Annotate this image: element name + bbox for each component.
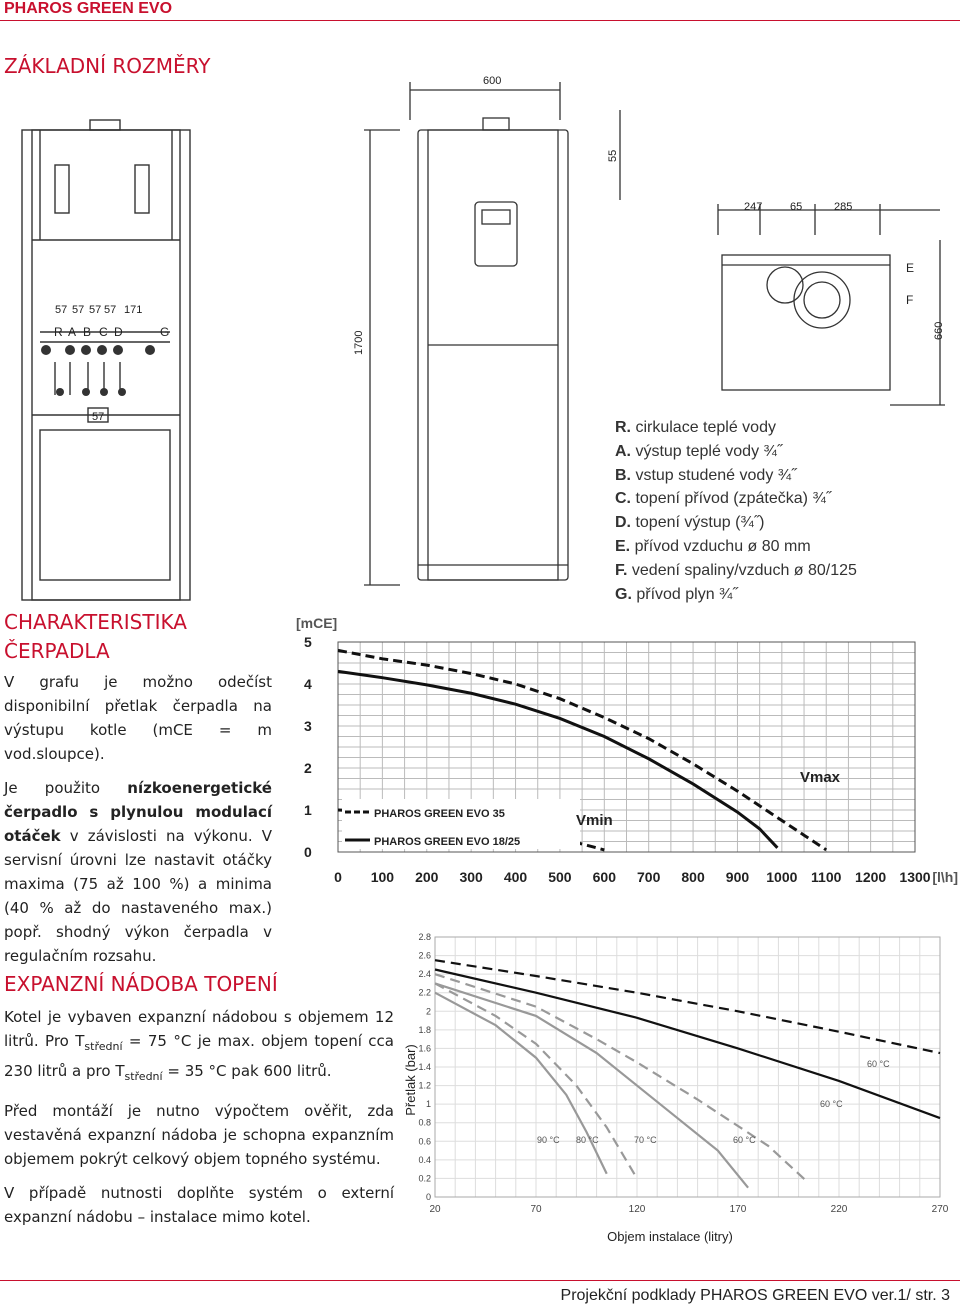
dim-65: 65 bbox=[790, 201, 803, 213]
y-tick-label: 2 bbox=[425, 1006, 431, 1017]
expansion-chart bbox=[395, 925, 960, 1250]
footer-rule bbox=[0, 1280, 960, 1281]
pump-paragraph-2: Je použito nízkoenergetické čerpadlo s plynulou modulací otáček v závislosti na výkonu. V servisní úrovni lze nastavit otáčky maxima (75 až 100 %) a minima (40 % až do nastaveného max.) popř. shodný výkon čerpadla v regulačním rozsahu. bbox=[4, 779, 272, 965]
dimensions-title: ZÁKLADNÍ ROZMĚRY bbox=[4, 54, 211, 78]
dim-57-e: 57 bbox=[92, 411, 105, 423]
y-tick-label: 2.6 bbox=[418, 950, 431, 961]
x-tick-label: 1300 bbox=[899, 869, 931, 885]
expansion-title: EXPANZNÍ NÁDOBA TOPENÍ bbox=[4, 972, 278, 996]
pump-text bbox=[4, 670, 272, 968]
y-tick-label: 0.4 bbox=[418, 1154, 431, 1165]
x-tick-label: 120 bbox=[628, 1204, 646, 1215]
curve-annotation: 70 °C bbox=[634, 1135, 657, 1145]
conn-letter-b: B bbox=[83, 325, 92, 339]
footer-text: Projekční podklady PHAROS GREEN EVO ver.1/ str. 3 bbox=[560, 1287, 950, 1304]
pump-chart bbox=[290, 612, 960, 897]
side-label-f: F bbox=[906, 293, 914, 307]
dim-57-c: 57 bbox=[89, 304, 102, 316]
y-tick-label: 2.4 bbox=[418, 969, 431, 980]
x-tick-label: 1200 bbox=[855, 869, 887, 885]
front-view-drawing bbox=[0, 110, 200, 610]
legend-item-r: R. cirkulace teplé vody bbox=[615, 419, 776, 436]
y-tick-label: 1 bbox=[304, 802, 312, 818]
x-tick-label: 900 bbox=[725, 869, 750, 885]
dim-171: 171 bbox=[124, 304, 143, 316]
y-tick-label: 1.6 bbox=[418, 1043, 431, 1054]
annotation-vmax: Vmax bbox=[800, 769, 841, 786]
dim-57-d: 57 bbox=[104, 304, 117, 316]
legend-item-a: A. výstup teplé vody ¾˝ bbox=[615, 442, 783, 460]
y-tick-label: 1.8 bbox=[418, 1024, 431, 1035]
y-tick-label: 0.8 bbox=[418, 1117, 431, 1128]
x-tick-label: 70 bbox=[530, 1204, 542, 1215]
connection-legend bbox=[615, 416, 955, 606]
legend-item-b: B. vstup studené vody ¾˝ bbox=[615, 466, 797, 484]
x-tick-label: 270 bbox=[931, 1204, 949, 1215]
expansion-text bbox=[4, 1005, 394, 1229]
pump-title-line1: CHARAKTERISTIKA bbox=[4, 610, 187, 634]
curve-annotation: 60 °C bbox=[867, 1059, 890, 1069]
y-tick-label: 2.8 bbox=[418, 932, 431, 942]
y-tick-label: 3 bbox=[304, 718, 312, 734]
x-tick-label: 1000 bbox=[766, 869, 798, 885]
expansion-paragraph-3: V případě nutnosti doplňte systém o externí expanzní nádobu – instalace mimo kotel. bbox=[4, 1184, 394, 1226]
dim-285: 285 bbox=[834, 201, 853, 213]
y-tick-label: 1 bbox=[425, 1099, 431, 1110]
y-tick-label: 0 bbox=[425, 1192, 431, 1202]
y-axis-label: Přetlak (bar) bbox=[403, 1044, 418, 1116]
y-tick-label: 2 bbox=[304, 760, 312, 776]
legend-label: PHAROS GREEN EVO 18/25 bbox=[374, 836, 521, 848]
legend-item-d: D. topení výstup (¾˝) bbox=[615, 514, 765, 532]
y-tick-label: 4 bbox=[304, 676, 312, 692]
x-axis-label: [l\h] bbox=[932, 869, 958, 885]
annotation-vmin: Vmin bbox=[576, 812, 613, 829]
conn-letter-c: C bbox=[99, 325, 108, 339]
y-tick-label: 0.2 bbox=[418, 1173, 431, 1184]
x-tick-label: 220 bbox=[830, 1204, 848, 1215]
x-tick-label: 300 bbox=[459, 869, 483, 885]
legend-label: PHAROS GREEN EVO 35 bbox=[374, 808, 505, 820]
x-tick-label: 700 bbox=[637, 869, 661, 885]
dim-247: 247 bbox=[744, 201, 763, 213]
dim-660: 660 bbox=[933, 321, 945, 340]
y-tick-label: 5 bbox=[304, 634, 312, 650]
x-tick-label: 170 bbox=[729, 1204, 747, 1215]
legend-item-g: G. přívod plyn ¾˝ bbox=[615, 585, 738, 603]
curve-annotation: 90 °C bbox=[537, 1135, 560, 1145]
y-tick-label: 1.4 bbox=[418, 1062, 431, 1072]
conn-letter-g: G bbox=[160, 325, 170, 339]
x-tick-label: 1100 bbox=[811, 869, 842, 885]
y-tick-label: 1.2 bbox=[418, 1080, 431, 1091]
legend-item-f: F. vedení spaliny/vzduch ø 80/125 bbox=[615, 561, 857, 579]
dim-1700: 1700 bbox=[353, 330, 365, 355]
side-label-e: E bbox=[906, 261, 915, 275]
dim-55: 55 bbox=[607, 149, 619, 162]
curve-annotation: 80 °C bbox=[576, 1135, 599, 1145]
x-tick-label: 800 bbox=[681, 869, 705, 885]
legend-item-c: C. topení přívod (zpátečka) ¾˝ bbox=[615, 490, 832, 508]
expansion-paragraph-1: Kotel je vybaven expanzní nádobou s objemem 12 litrů. Pro $T_{střední} = 75$ °C je max. objem topení cca 230 litrů a pro $T_{střední} = 35$ °C pak 600 litrů. bbox=[4, 1008, 394, 1083]
header-title: PHAROS GREEN EVO bbox=[4, 0, 173, 17]
boiler-drawing bbox=[350, 60, 600, 600]
curve-annotation: 60 °C bbox=[820, 1099, 843, 1109]
conn-letter-a: A bbox=[68, 325, 77, 339]
expansion-paragraph-2: Před montáží je nutno výpočtem ověřit, zda vestavěná expanzní nádoba je schopna expanzním objemem pokrýt celkový objem topného systému. bbox=[4, 1102, 394, 1168]
x-tick-label: 200 bbox=[415, 869, 439, 885]
pump-title-line2: ČERPADLA bbox=[4, 639, 110, 663]
x-tick-label: 400 bbox=[503, 869, 528, 885]
series-line bbox=[435, 993, 607, 1174]
curve-annotation: 60 °C bbox=[733, 1135, 756, 1145]
x-tick-label: 600 bbox=[592, 869, 616, 885]
dim-57-a: 57 bbox=[55, 304, 68, 316]
dim-600: 600 bbox=[483, 75, 502, 87]
conn-letter-d: D bbox=[114, 325, 123, 339]
legend-item-e: E. přívod vzduchu ø 80 mm bbox=[615, 537, 811, 555]
conn-letter-r: R bbox=[54, 325, 63, 339]
y-axis-label: [mCE] bbox=[296, 615, 338, 631]
pump-paragraph-1: V grafu je možno odečíst disponibilní přetlak čerpadla na výstupu kotle (mCE = m vod.sloupce). bbox=[4, 673, 272, 763]
x-tick-label: 20 bbox=[429, 1204, 441, 1215]
x-tick-label: 100 bbox=[370, 869, 395, 885]
x-tick-label: 500 bbox=[548, 869, 572, 885]
y-tick-label: 2.2 bbox=[418, 987, 431, 998]
x-axis-label: Objem instalace (litry) bbox=[607, 1229, 733, 1244]
dim-57-b: 57 bbox=[72, 304, 85, 316]
y-tick-label: 0.6 bbox=[418, 1136, 431, 1147]
series-line bbox=[435, 970, 940, 1119]
side-view-drawing bbox=[600, 100, 960, 415]
y-tick-label: 0 bbox=[304, 844, 312, 860]
x-tick-label: 0 bbox=[334, 869, 342, 885]
pump-title bbox=[4, 608, 187, 666]
header-rule bbox=[0, 20, 960, 21]
